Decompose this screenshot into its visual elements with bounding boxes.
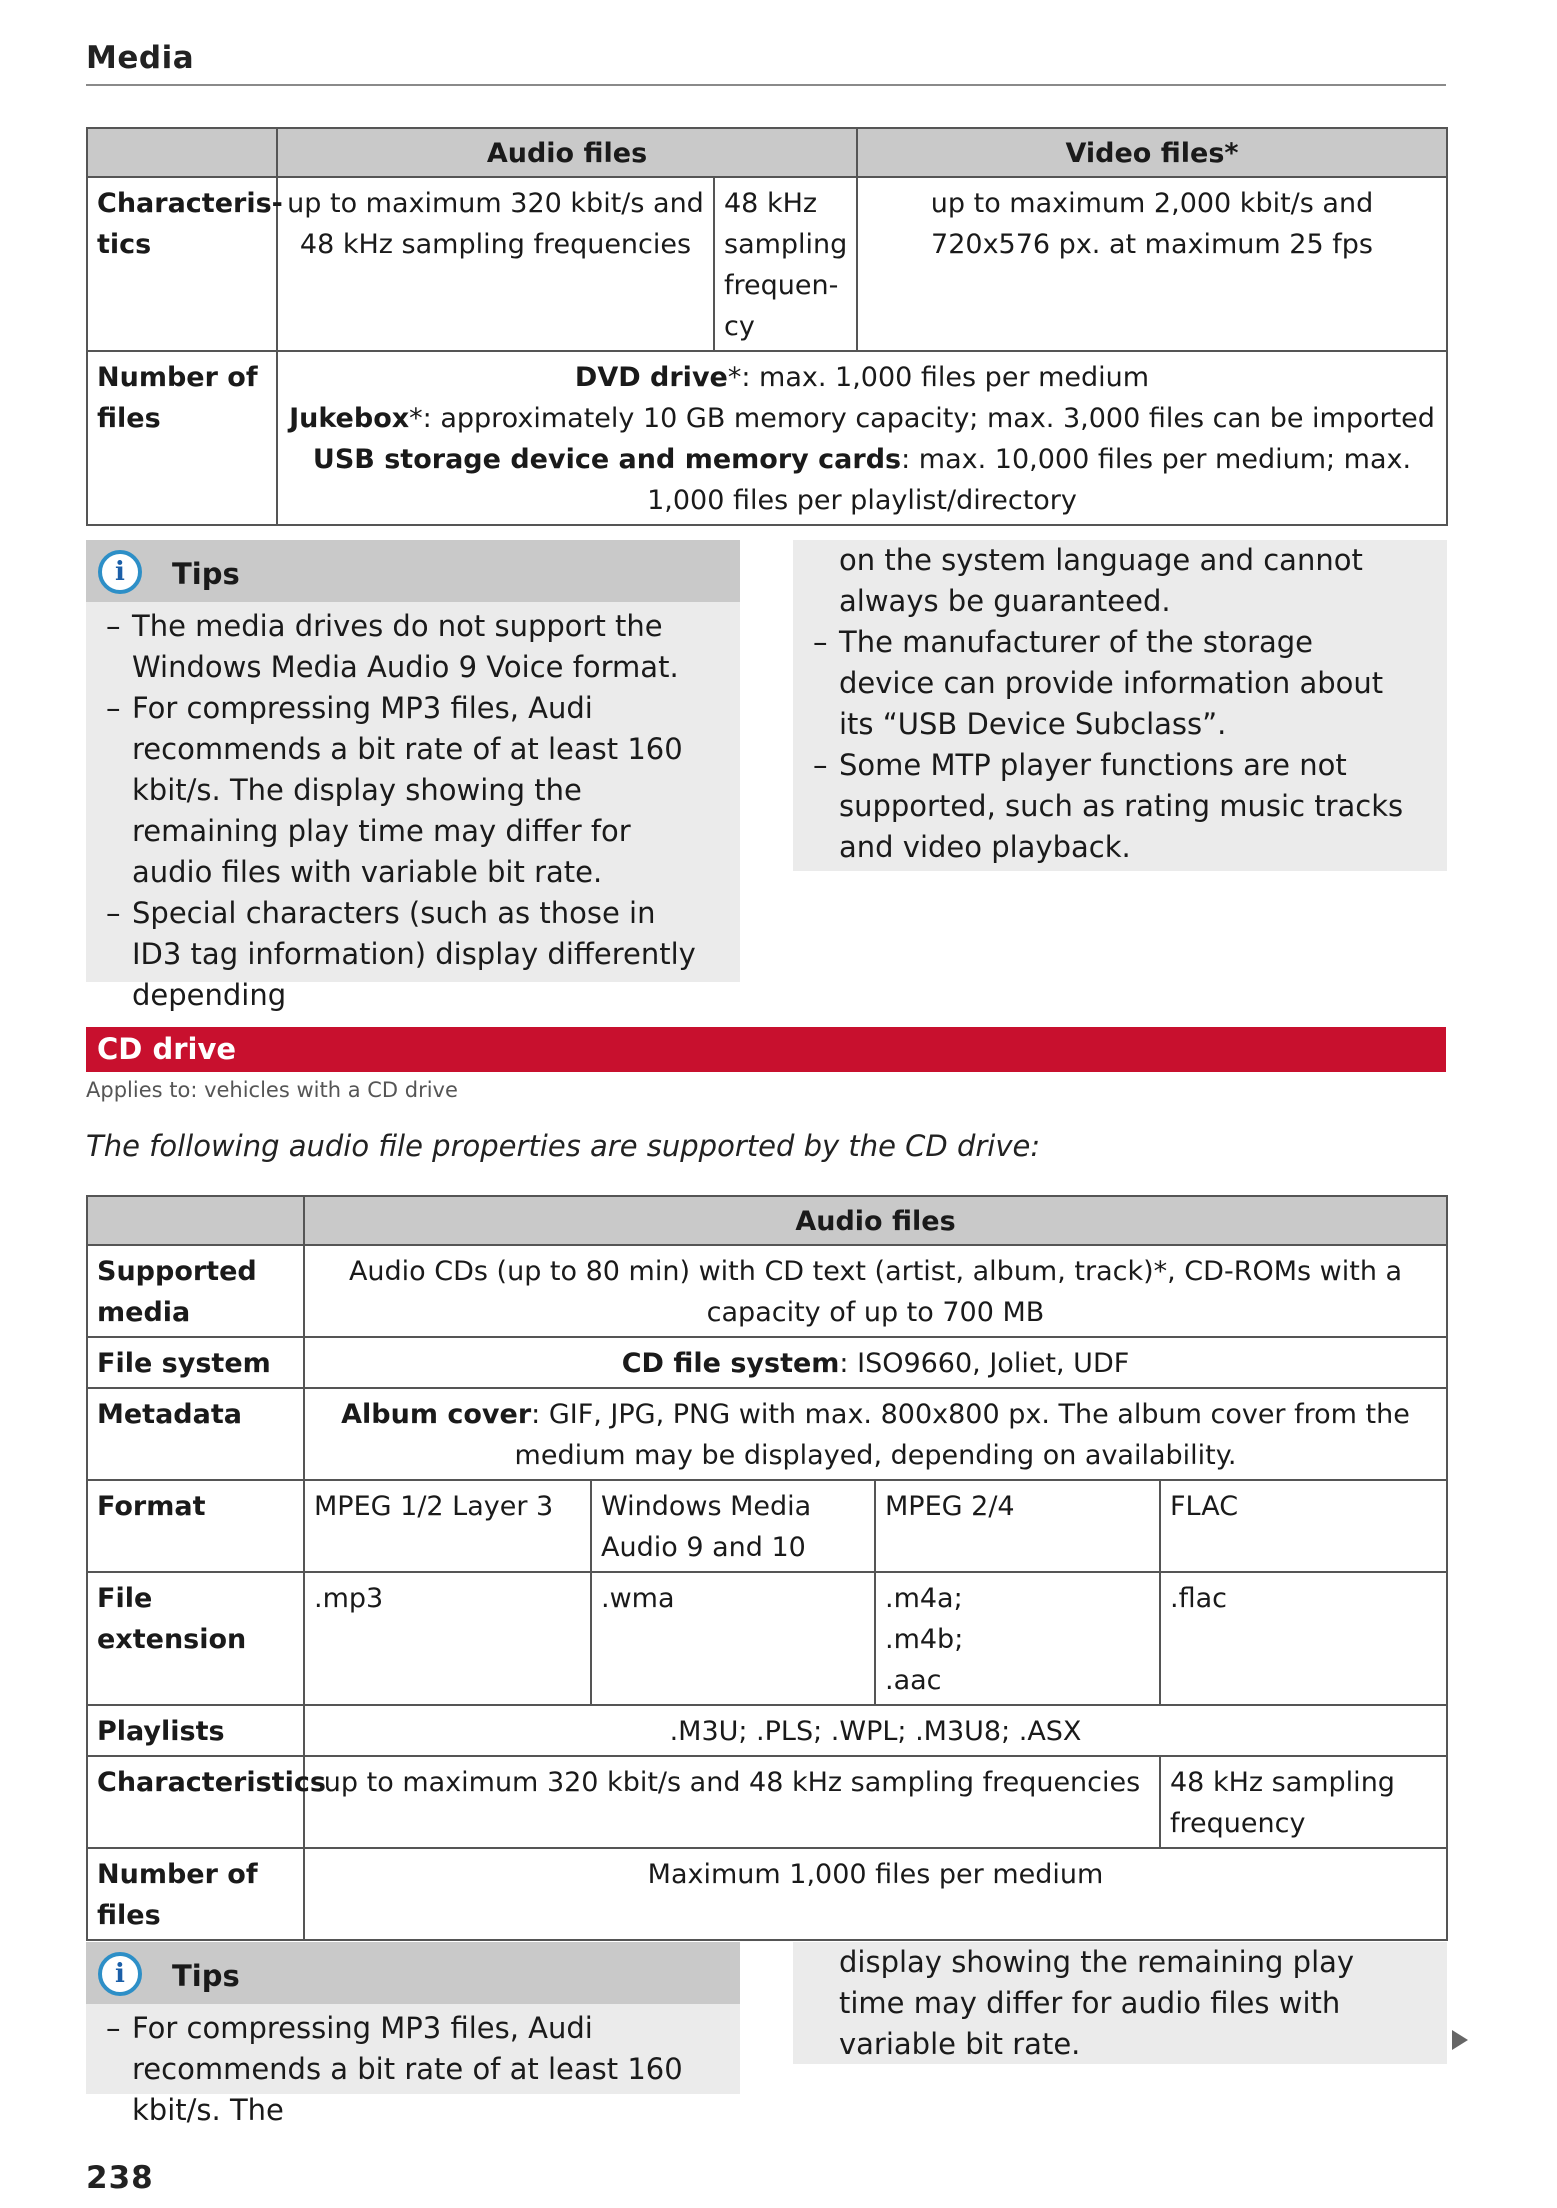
jukebox-line [287,398,1437,439]
tips-label: Tips [172,557,240,591]
info-icon: i [98,1952,142,1996]
dvd-text: *: max. 1,000 files per medium [727,362,1150,393]
table2-row-label-supported: Supported media [87,1245,304,1337]
table2-playlists: .M3U; .PLS; .WPL; .M3U8; .ASX [304,1705,1447,1756]
filesystem-text: : ISO9660, Joliet, UDF [839,1348,1130,1379]
table2-characteristics-sampling: 48 kHz sampling frequency [1160,1756,1447,1848]
table1-row-label-characteristics: Characteris-tics [87,177,277,351]
tips-header [86,540,740,602]
tips-box-1-continued [793,540,1447,871]
tips-body [86,602,740,1022]
tips-header [86,1942,740,2004]
tip-item: – Special characters (such as those in ID3 tag information) display differently depending [106,893,710,1016]
tips-list [106,606,710,1016]
table2-characteristics: up to maximum 320 kbit/s and 48 kHz sampling frequencies [304,1756,1160,1848]
tips-body [86,2004,740,2137]
format-cell: Windows Media Audio 9 and 10 [591,1480,875,1572]
jukebox-label: Jukebox [289,403,410,434]
table2-header-audio: Audio files [304,1196,1447,1245]
table2-supported-media: Audio CDs (up to 80 min) with CD text (artist, album, track)*, CD-ROMs with a capacity of up to 700 MB [304,1245,1447,1337]
page-number: 238 [86,2160,154,2196]
jukebox-text: *: approximately 10 GB memory capacity; max. 3,000 files can be imported [409,403,1435,434]
applies-to-note: Applies to: vehicles with a CD drive [86,1078,458,1102]
tips-box-1 [86,540,740,1012]
tip-item: – For compressing MP3 files, Audi recommends a bit rate of at least 160 kbit/s. The [106,2008,710,2131]
table1-video-characteristics: up to maximum 2,000 kbit/s and 720x576 px. at maximum 25 fps [857,177,1447,351]
table2-row-label-playlists: Playlists [87,1705,304,1756]
dvd-line [287,357,1437,398]
tip-item: – Some MTP player functions are not supported, such as rating music tracks and video playback. [813,745,1417,868]
usb-text: : max. 10,000 files per medium; max. 1,000 files per playlist/directory [647,444,1412,516]
table2-row-label-characteristics: Characteristics [87,1756,304,1848]
table2-row-label-filesystem: File system [87,1337,304,1388]
header-divider [86,84,1446,86]
dvd-label: DVD drive [574,362,728,393]
format-cell: FLAC [1160,1480,1447,1572]
table2-row-label-format: Format [87,1480,304,1572]
usb-line [287,439,1437,521]
table2-row-label-numfiles: Number of files [87,1848,304,1940]
tip-continuation: display showing the remaining play time may differ for audio files with variable bit rate. [839,1945,1355,2061]
table2-metadata [304,1388,1447,1480]
tips-list-continued [813,622,1417,868]
next-page-arrow-icon [1452,2030,1468,2050]
extension-cell: .mp3 [304,1572,591,1705]
table1-audio-sampling: 48 kHz sampling frequen-cy [714,177,857,351]
table1-files-info [277,351,1447,525]
extension-cell: .wma [591,1572,875,1705]
format-cell: MPEG 2/4 [875,1480,1160,1572]
table2-corner-cell [87,1196,304,1245]
info-icon: i [98,550,142,594]
table2-numfiles: Maximum 1,000 files per medium [304,1848,1447,1940]
section-heading-cd-drive: CD drive [86,1027,1446,1072]
tip-item: – The media drives do not support the Windows Media Audio 9 Voice format. [106,606,710,688]
album-cover-text: : GIF, JPG, PNG with max. 800x800 px. The album cover from the medium may be displayed, depending on availability. [514,1399,1410,1471]
tips-box-2 [86,1942,740,2127]
table1-header-audio: Audio files [277,128,857,177]
table2-row-label-extension: File extension [87,1572,304,1705]
tips-box-2-continued [793,1942,1447,2064]
tips-list [106,2008,710,2131]
tips-label: Tips [172,1959,240,1993]
extension-cell: .m4a; .m4b; .aac [875,1572,1160,1705]
section-intro: The following audio file properties are supported by the CD drive: [86,1129,1041,1163]
format-cell: MPEG 1/2 Layer 3 [304,1480,591,1572]
extension-cell: .flac [1160,1572,1447,1705]
table1-header-video: Video files* [857,128,1447,177]
tips-body-continued [813,540,1417,868]
page-header-title: Media [86,40,195,76]
usb-label: USB storage device and memory cards [312,444,902,475]
table1-audio-characteristics: up to maximum 320 kbit/s and 48 kHz sampling frequencies [277,177,714,351]
media-spec-table [86,127,1448,526]
album-cover-label: Album cover [341,1399,532,1430]
filesystem-label: CD file system [621,1348,840,1379]
table1-corner-cell [87,128,277,177]
table2-row-label-metadata: Metadata [87,1388,304,1480]
table2-filesystem [304,1337,1447,1388]
tip-continuation: on the system language and cannot always be guaranteed. [839,543,1363,618]
table1-row-label-files: Number of files [87,351,277,525]
tip-item: – For compressing MP3 files, Audi recommends a bit rate of at least 160 kbit/s. The display showing the remaining play time may differ for audio files with variable bit rate. [106,688,710,893]
cd-spec-table [86,1195,1448,1941]
tip-item: – The manufacturer of the storage device can provide information about its “USB Device Subclass”. [813,622,1417,745]
